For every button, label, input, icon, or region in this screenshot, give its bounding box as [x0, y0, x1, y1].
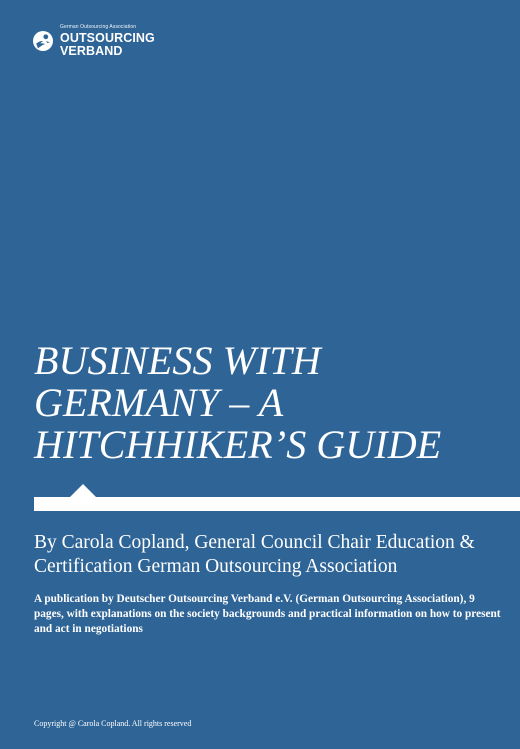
brand-tagline: German Outsourcing Association — [60, 24, 137, 30]
cover-title-line-3: HITCHHIKER’S GUIDE — [34, 422, 442, 467]
author-line: By Carola Copland, General Council Chair Education & Certification German Outsourcing Association — [34, 532, 475, 577]
title-divider-bar — [34, 497, 520, 511]
cover-title-line-1: BUSINESS WITH — [34, 338, 321, 383]
publication-description: A publication by Deutscher Outsourcing Verband e.V. (German Outsourcing Association), 9 pages, with explanations on the society backgrounds and practical information on how to present and act in negotiations — [34, 593, 501, 635]
brand-text — [60, 25, 155, 57]
cover-title-line-2: GERMANY – A — [34, 380, 284, 425]
cover-title — [34, 340, 489, 466]
copyright-notice: Copyright @ Carola Copland. All rights reserved — [34, 719, 192, 728]
brand-name-line-1: OUTSOURCING — [60, 31, 155, 45]
brand-name-line-2: VERBAND — [60, 43, 123, 58]
outsourcing-verband-logo-icon — [32, 30, 54, 52]
brand-logo — [32, 25, 155, 57]
